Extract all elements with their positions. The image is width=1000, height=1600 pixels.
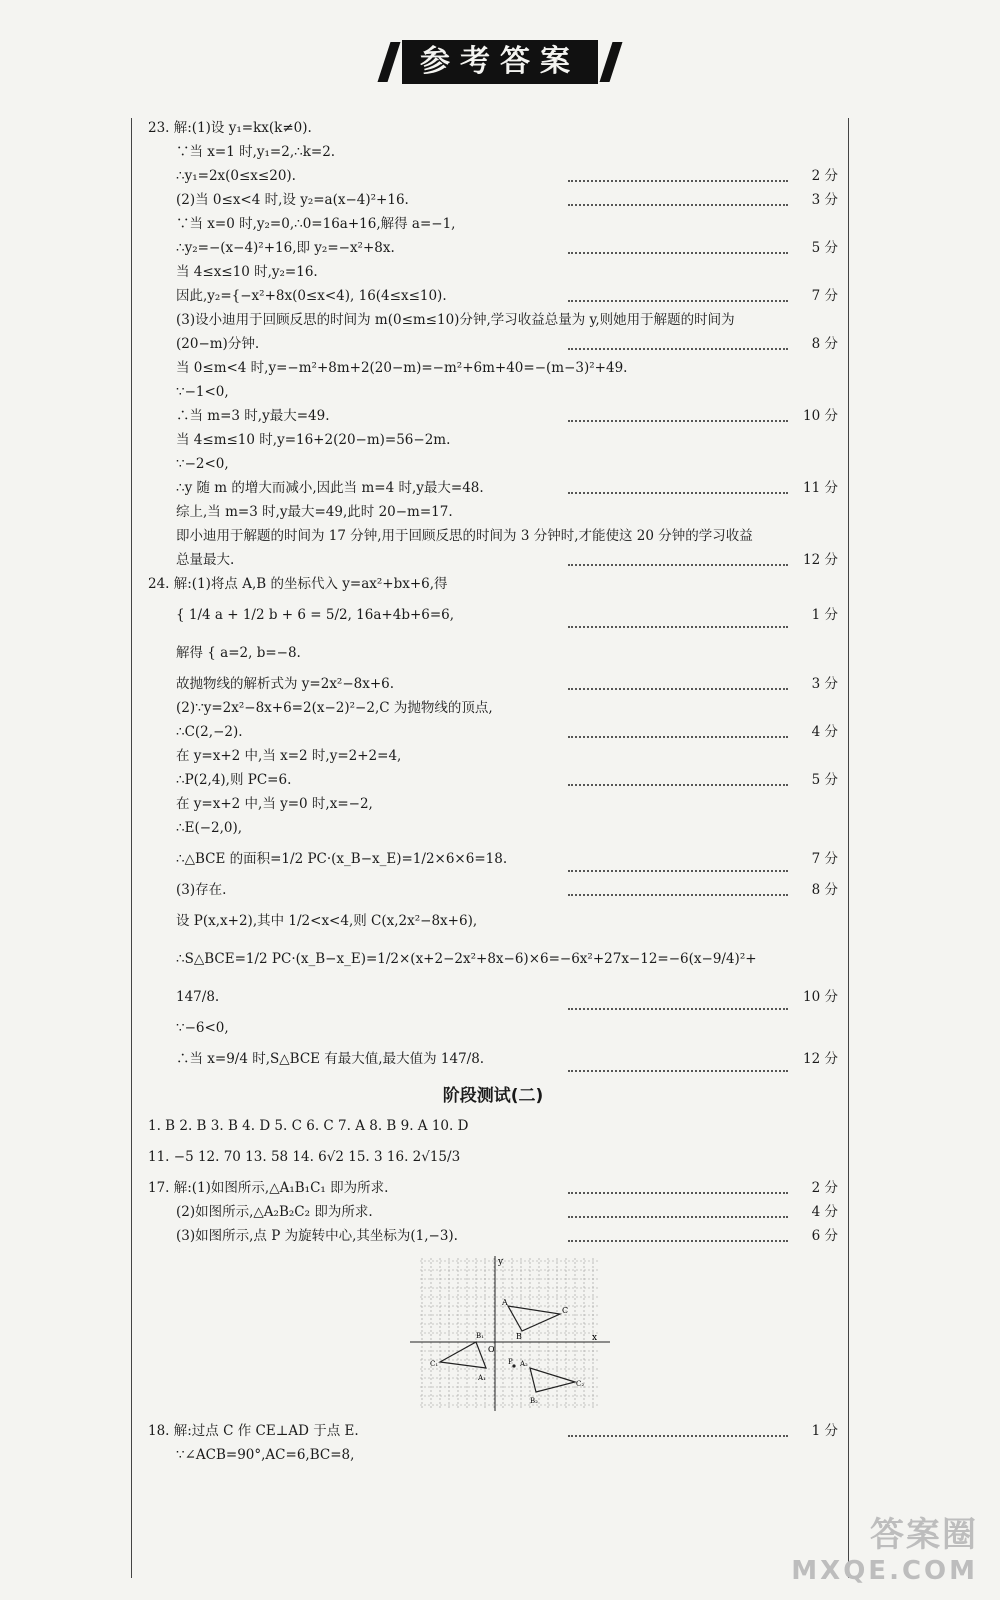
score-mark: 4 分	[811, 1204, 838, 1220]
dot-leader	[568, 300, 788, 302]
q23-line	[148, 212, 838, 236]
question-24	[148, 572, 838, 1078]
q24-line	[148, 696, 838, 720]
dot-leader	[568, 1216, 788, 1218]
solution-text: 即小迪用于解题的时间为 17 分钟,用于回顾反思的时间为 3 分钟时,才能使这 20 分钟的学习收益	[176, 528, 753, 544]
solution-text: 18. 解:过点 C 作 CE⊥AD 于点 E.	[148, 1423, 359, 1439]
solution-text: (3)存在.	[176, 882, 227, 898]
q24-line	[148, 940, 838, 978]
solution-text: 23. 解:(1)设 y₁=kx(k≠0).	[148, 120, 312, 136]
dot-leader	[568, 784, 788, 786]
triangle-a1b1c1	[440, 1342, 486, 1368]
grid-figure-svg	[410, 1256, 610, 1411]
solution-text: ∴y₁=2x(0≤x≤20).	[176, 168, 296, 184]
solution-text: ∴△BCE 的面积=1/2 PC·(x_B−x_E)=1/2×6×6=18.	[176, 851, 508, 867]
dot-leader	[568, 564, 788, 566]
dot-leader	[568, 1435, 788, 1437]
solution-text: ∴E(−2,0),	[176, 820, 243, 836]
q23-line	[148, 524, 838, 548]
question-18	[148, 1419, 838, 1467]
q24-line	[148, 792, 838, 816]
q18-line	[148, 1419, 838, 1443]
solution-text: 解得 { a=2, b=−8.	[176, 645, 301, 661]
solution-text: 当 0≤m<4 时,y=−m²+8m+2(20−m)=−m²+6m+40=−(m−3)²+49.	[176, 360, 628, 376]
dot-leader	[568, 688, 788, 690]
section-title: 阶段测试(二)	[442, 1086, 544, 1106]
watermark-title: 答案圈	[870, 1515, 978, 1555]
grid-lines	[420, 1258, 600, 1408]
q24-line	[148, 744, 838, 768]
score-mark: 2 分	[811, 168, 838, 184]
solution-text: 17. 解:(1)如图所示,△A₁B₁C₁ 即为所求.	[148, 1180, 389, 1196]
solution-text: 在 y=x+2 中,当 x=2 时,y=2+2=4,	[176, 748, 402, 764]
dot-leader	[568, 492, 788, 494]
solution-text: ∴P(2,4),则 PC=6.	[176, 772, 292, 788]
q18-line	[148, 1443, 838, 1467]
q23-line	[148, 188, 838, 212]
right-margin-rule	[848, 118, 849, 1578]
solution-text: ∴C(2,−2).	[176, 724, 243, 740]
left-margin-rule	[131, 118, 132, 1578]
q24-line	[148, 902, 838, 940]
fill-answers: 11. −5 12. 70 13. 58 14. 6√2 15. 3 16. 2√15/3	[148, 1149, 461, 1165]
solution-text: 147/8.	[176, 989, 220, 1005]
solution-text: ∵−6<0,	[176, 1020, 229, 1036]
solution-text: ∵当 x=0 时,y₂=0,∴0=16a+16,解得 a=−1,	[176, 216, 456, 232]
score-mark: 1 分	[811, 607, 838, 623]
dot-leader	[568, 1008, 788, 1010]
solution-text: 24. 解:(1)将点 A,B 的坐标代入 y=ax²+bx+6,得	[148, 576, 448, 592]
solution-text: ∴y₂=−(x−4)²+16,即 y₂=−x²+8x.	[176, 240, 395, 256]
q17-line	[148, 1176, 838, 1200]
label-a2: A₂	[520, 1360, 528, 1368]
banner-slash-left	[378, 42, 401, 82]
solution-text: (2)如图所示,△A₂B₂C₂ 即为所求.	[176, 1204, 373, 1220]
coordinate-figure	[410, 1256, 610, 1411]
dot-leader	[568, 870, 788, 872]
q23-line	[148, 380, 838, 404]
triangle-a2b2c2	[530, 1368, 575, 1392]
q23-line	[148, 164, 838, 188]
solution-text: ∴S△BCE=1/2 PC·(x_B−x_E)=1/2×(x+2−2x²+8x−6)×6=−6x²+27x−12=−6(x−9/4)²+	[176, 951, 757, 967]
q24-line	[148, 1016, 838, 1040]
solution-text: 当 4≤x≤10 时,y₂=16.	[176, 264, 318, 280]
dot-leader	[568, 204, 788, 206]
label-a: A	[502, 1298, 508, 1307]
q23-line	[148, 428, 838, 452]
q23-line	[148, 284, 838, 308]
origin-label: O	[488, 1345, 495, 1354]
solution-text: (2)∵y=2x²−8x+6=2(x−2)²−2,C 为抛物线的顶点,	[176, 700, 493, 716]
q23-line	[148, 476, 838, 500]
label-b1: B₁	[476, 1332, 484, 1340]
dot-leader	[568, 1240, 788, 1242]
answer-content	[148, 116, 838, 1467]
solution-text: (3)如图所示,点 P 为旋转中心,其坐标为(1,−3).	[176, 1228, 458, 1244]
q23-line	[148, 332, 838, 356]
q23-line	[148, 140, 838, 164]
solution-text: 总量最大.	[176, 552, 235, 568]
dot-leader	[568, 420, 788, 422]
score-mark: 5 分	[811, 240, 838, 256]
q24-line	[148, 816, 838, 840]
label-b2: B₂	[530, 1397, 538, 1405]
question-17	[148, 1176, 838, 1248]
dot-leader	[568, 180, 788, 182]
score-mark: 5 分	[811, 772, 838, 788]
solution-text: ∵−1<0,	[176, 384, 229, 400]
q23-line	[148, 116, 838, 140]
q23-line	[148, 356, 838, 380]
score-mark: 4 分	[811, 724, 838, 740]
score-mark: 8 分	[811, 882, 838, 898]
score-mark: 3 分	[811, 192, 838, 208]
solution-text: 综上,当 m=3 时,y最大=49,此时 20−m=17.	[176, 504, 453, 520]
dot-leader	[568, 736, 788, 738]
solution-text: (2)当 0≤x<4 时,设 y₂=a(x−4)²+16.	[176, 192, 409, 208]
solution-text: ∴y 随 m 的增大而减小,因此当 m=4 时,y最大=48.	[176, 480, 484, 496]
banner-slash-right	[600, 42, 623, 82]
q23-line	[148, 500, 838, 524]
label-p: P	[508, 1358, 513, 1366]
q23-line	[148, 548, 838, 572]
solution-text: 当 4≤m≤10 时,y=16+2(20−m)=56−2m.	[176, 432, 451, 448]
solution-text: ∵∠ACB=90°,AC=6,BC=8,	[176, 1447, 355, 1463]
score-mark: 7 分	[811, 288, 838, 304]
score-mark: 10 分	[803, 989, 838, 1005]
score-mark: 2 分	[811, 1180, 838, 1196]
q24-line	[148, 1040, 838, 1078]
label-a1: A₁	[478, 1374, 486, 1382]
solution-text: ∵−2<0,	[176, 456, 229, 472]
dot-leader	[568, 252, 788, 254]
score-mark: 10 分	[803, 408, 838, 424]
q23-line	[148, 260, 838, 284]
solution-text: ∴当 x=9/4 时,S△BCE 有最大值,最大值为 147/8.	[176, 1051, 485, 1067]
score-mark: 1 分	[811, 1423, 838, 1439]
label-c2: C₂	[576, 1380, 585, 1388]
dot-leader	[568, 1192, 788, 1194]
solution-text: 设 P(x,x+2),其中 1/2<x<4,则 C(x,2x²−8x+6),	[176, 913, 478, 929]
score-mark: 7 分	[811, 851, 838, 867]
solution-text: { 1/4 a + 1/2 b + 6 = 5/2, 16a+4b+6=6,	[176, 607, 455, 623]
score-mark: 12 分	[803, 552, 838, 568]
q24-line	[148, 768, 838, 792]
score-mark: 6 分	[811, 1228, 838, 1244]
solution-text: (20−m)分钟.	[176, 336, 260, 352]
dot-leader	[568, 626, 788, 628]
score-mark: 12 分	[803, 1051, 838, 1067]
triangle-abc	[508, 1306, 560, 1331]
score-mark: 11 分	[803, 480, 838, 496]
q17-line	[148, 1200, 838, 1224]
q23-line	[148, 452, 838, 476]
x-axis-label: x	[592, 1333, 598, 1343]
q23-line	[148, 236, 838, 260]
solution-text: ∵当 x=1 时,y₁=2,∴k=2.	[176, 144, 336, 160]
question-23	[148, 116, 838, 572]
label-c: C	[562, 1306, 569, 1315]
label-c1: C₁	[430, 1360, 439, 1368]
dot-leader	[568, 348, 788, 350]
y-axis-label: y	[498, 1257, 504, 1267]
watermark-logo	[791, 1507, 978, 1586]
page-title: 参考答案	[402, 40, 598, 84]
q23-line	[148, 308, 838, 332]
solution-text: ∴当 m=3 时,y最大=49.	[176, 408, 330, 424]
q24-line	[148, 978, 838, 1016]
solution-text: 故抛物线的解析式为 y=2x²−8x+6.	[176, 676, 395, 692]
score-mark: 3 分	[811, 676, 838, 692]
q24-line	[148, 840, 838, 878]
solution-text: (3)设小迪用于回顾反思的时间为 m(0≤m≤10)分钟,学习收益总量为 y,则她用于解题的时间为	[176, 312, 735, 328]
label-b: B	[516, 1332, 522, 1341]
page-banner	[380, 34, 620, 88]
score-mark: 8 分	[811, 336, 838, 352]
q24-line	[148, 878, 838, 902]
q23-line	[148, 404, 838, 428]
choice-answers: 1. B 2. B 3. B 4. D 5. C 6. C 7. A 8. B 9. A 10. D	[148, 1118, 469, 1134]
watermark-url: MXQE.COM	[791, 1556, 978, 1586]
q17-line	[148, 1224, 838, 1248]
solution-text: 在 y=x+2 中,当 y=0 时,x=−2,	[176, 796, 373, 812]
dot-leader	[568, 1070, 788, 1072]
q24-line	[148, 634, 838, 672]
rotation-center-point	[512, 1364, 515, 1367]
solution-text: 因此,y₂={−x²+8x(0≤x<4), 16(4≤x≤10).	[176, 288, 447, 304]
q24-line	[148, 720, 838, 744]
q24-line	[148, 596, 838, 634]
q24-line	[148, 572, 838, 596]
dot-leader	[568, 894, 788, 896]
q24-line	[148, 672, 838, 696]
